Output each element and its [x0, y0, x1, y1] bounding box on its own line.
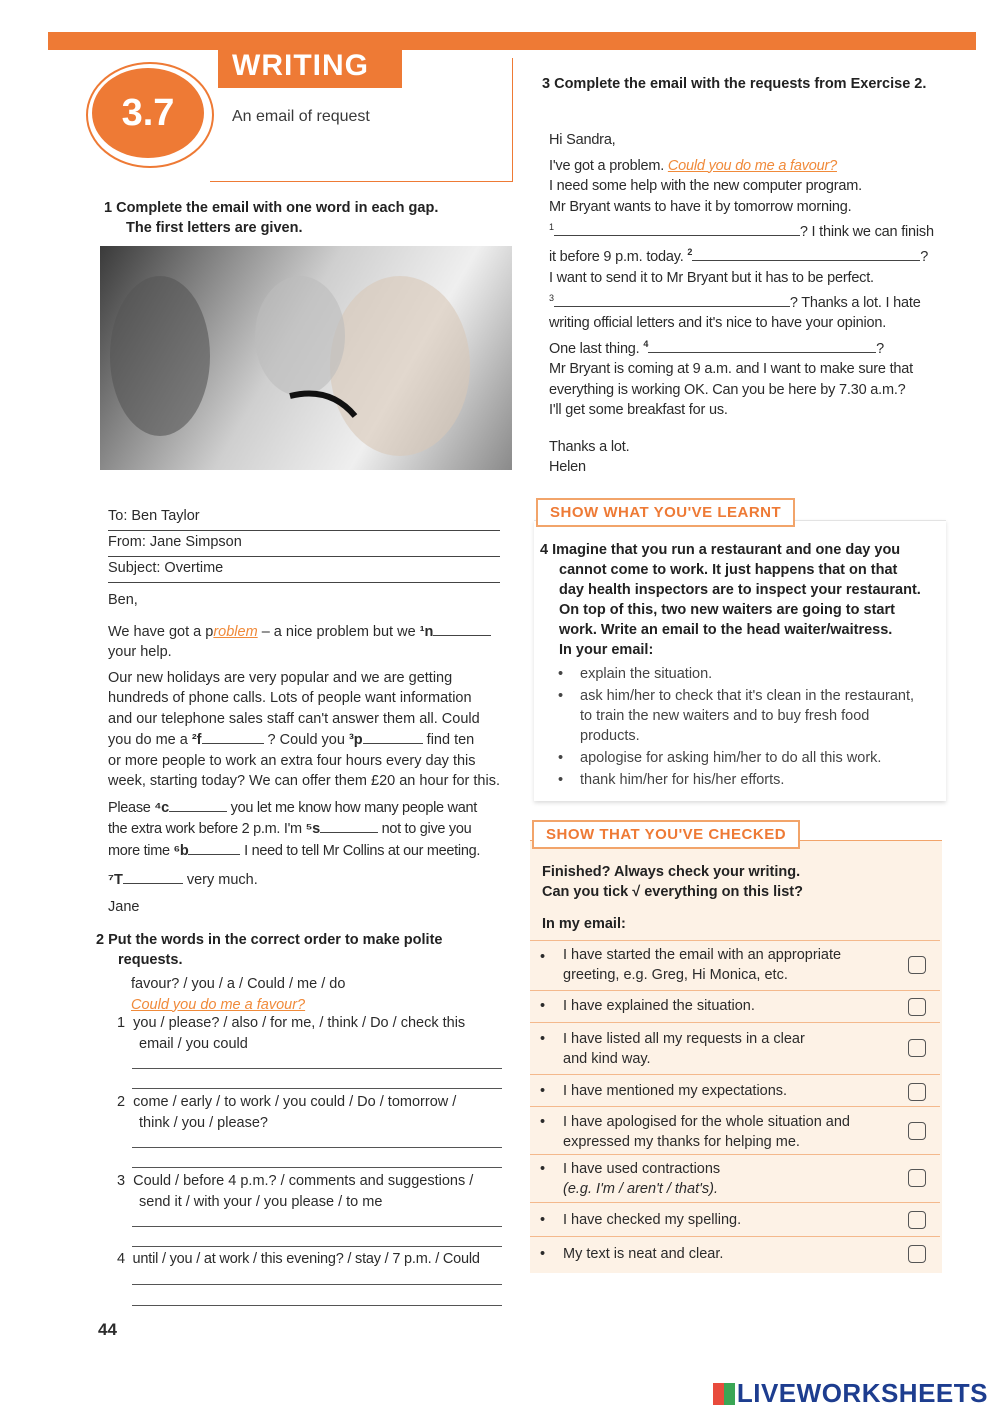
gap-5-input[interactable] — [320, 818, 378, 833]
email1-greeting: Ben, — [108, 592, 138, 608]
ex2-item-2: 2 come / early / to work / you could / Do / tomorrow / think / you / please? — [117, 1094, 457, 1131]
checked-tab: SHOW THAT YOU'VE CHECKED — [532, 820, 800, 849]
gap-6-input[interactable] — [188, 840, 240, 855]
gap-7-input[interactable] — [123, 869, 183, 884]
learnt-bullets — [558, 664, 938, 790]
liveworksheets-logo: LIVEWORKSHEETS — [713, 1378, 988, 1409]
email1-subject: Subject: Overtime — [108, 560, 500, 583]
email1-para3: Please ⁴c you let me know how many people want the extra work before 2 p.m. I'm ⁵s not to give you more time ⁶b I need to tell Mr Collins at our meeting. — [108, 797, 508, 862]
learnt-bullet: • explain the situation. — [558, 666, 713, 682]
checklist-item: • I have used contractions (e.g. I'm / aren't / that's). — [530, 1154, 940, 1203]
ex3-gap-3-input[interactable] — [554, 292, 790, 307]
section-title: WRITING — [218, 44, 402, 88]
ex2-answer-line-4a[interactable] — [132, 1284, 502, 1285]
ex3-gap-2-input[interactable] — [692, 246, 920, 261]
ex2-answer-line-1a[interactable] — [132, 1068, 502, 1069]
ex3-example-answer: Could you do me a favour? — [667, 157, 837, 174]
ex2-answer-line-2a[interactable] — [132, 1147, 502, 1148]
gap-4-input[interactable] — [169, 797, 227, 812]
checklist-checkbox[interactable] — [908, 998, 926, 1016]
checklist-item: • I have checked my spelling. — [530, 1202, 940, 1237]
gap-2-input[interactable] — [202, 729, 264, 744]
email1-from: From: Jane Simpson — [108, 534, 500, 557]
email1-closing: ⁷T very much. — [108, 869, 508, 891]
ex2-example-answer: Could you do me a favour? — [131, 996, 306, 1013]
email2-body: Hi Sandra, I've got a problem. Could you do me a favour? I need some help with the new computer program. Mr Bryant wants to have it by tomorrow morning. $^1$ ? I think we can finish it before 9 p.m. today. $^2$ ? I want to send it to Mr Bryant but it has to be perfect. $^3$ ? Thanks a lot. I hate writing official letters and it's nice to have your opinion. One last thing. $^4$ ? Mr Bryant is coming at 9 a.m. and I want to make sure that everything is working OK. Can you be here by 7.30 a.m.? I'll get some breakfast for us. Thanks a lot. Helen — [549, 130, 945, 478]
gap-3-input[interactable] — [363, 729, 423, 744]
logo-icon — [713, 1383, 735, 1405]
ex3-gap-1-input[interactable] — [554, 221, 800, 236]
ex3-gap-4-input[interactable] — [648, 338, 876, 353]
email1-para1: We have got a problem – a nice problem but we ¹n your help. — [108, 621, 508, 663]
checklist-checkbox[interactable] — [908, 1245, 926, 1263]
ex2-item-1: 1 you / please? / also / for me, / think / Do / check this email / you could — [117, 1015, 466, 1052]
learnt-bullet: • apologise for asking him/her to do all this work. — [558, 750, 882, 766]
checklist-checkbox[interactable] — [908, 1122, 926, 1140]
ex2-item-3: 3 Could / before 4 p.m.? / comments and suggestions / send it / with your / you please / to me — [117, 1173, 474, 1210]
checklist-checkbox[interactable] — [908, 1211, 926, 1229]
email2-signature: Helen — [549, 459, 586, 476]
email1-headers — [108, 508, 500, 583]
email1-signature: Jane — [108, 898, 140, 915]
section-subtitle: An email of request — [232, 108, 370, 125]
checklist-item: • I have apologised for the whole situation and expressed my thanks for helping me. — [530, 1106, 940, 1155]
checklist-item: • I have mentioned my expectations. — [530, 1074, 940, 1107]
ex1-instruction: 1 Complete the email with one word in each gap. The first letters are given. — [104, 200, 439, 236]
checklist-checkbox[interactable] — [908, 1083, 926, 1101]
example-answer: roblem — [213, 623, 258, 640]
ex2-answer-line-1b[interactable] — [132, 1088, 502, 1089]
ex3-instruction: 3 Complete the email with the requests from Exercise 2. — [542, 76, 927, 92]
page-number: 44 — [98, 1320, 117, 1339]
header-divider — [210, 181, 512, 182]
checklist-checkbox[interactable] — [908, 956, 926, 974]
email1-body — [108, 590, 508, 917]
ex2-instruction: 2 Put the words in the correct order to make polite requests. — [96, 932, 443, 968]
learnt-bullet: • thank him/her for his/her efforts. — [558, 772, 785, 788]
checklist-checkbox[interactable] — [908, 1169, 926, 1187]
checklist-item: • My text is neat and clear. — [530, 1236, 940, 1271]
email1-para2: Our new holidays are very popular and we are getting hundreds of phone calls. Lots of people want information and our telephone sales staff can't answer them all. Could you do me a ²f ? Could you ³p find ten or more people to work an extra four hours every day this week, starting today? We can offer them £20 an hour for this. — [108, 669, 500, 789]
checklist-item: • I have explained the situation. — [530, 990, 940, 1023]
learnt-question: 4 Imagine that you run a restaurant and one day you cannot come to work. It just happens that on that day health inspectors are to inspect your restaurant. On top of this, two new waiters are going to start work. Write an email to the head waiter/waitress. In your email: — [540, 542, 921, 658]
ex2-answer-line-3a[interactable] — [132, 1226, 502, 1227]
gap-1-input[interactable] — [433, 621, 491, 636]
checklist-checkbox[interactable] — [908, 1039, 926, 1057]
checked-intro: Finished? Always check your writing. Can you tick √ everything on this list? In my email: — [542, 864, 803, 932]
call-center-photo — [100, 246, 512, 470]
email1-to: To: Ben Taylor — [108, 508, 500, 531]
ex2-item-4: 4 until / you / at work / this evening? / stay / 7 p.m. / Could — [117, 1251, 480, 1267]
checklist-item: • I have started the email with an appropriate greeting, e.g. Greg, Hi Monica, etc. — [530, 940, 940, 991]
ex2-answer-line-4b[interactable] — [132, 1305, 502, 1306]
header-divider-vertical — [512, 58, 513, 182]
ex2-example: favour? / you / a / Could / me / do Could you do me a favour? — [131, 974, 345, 1015]
ex2-answer-line-2b[interactable] — [132, 1167, 502, 1168]
header-bar — [48, 32, 976, 50]
email2-greeting: Hi Sandra, — [549, 132, 616, 148]
section-number-badge: 3.7 — [92, 68, 204, 158]
photo-illustration — [100, 246, 512, 470]
learnt-tab: SHOW WHAT YOU'VE LEARNT — [536, 498, 795, 527]
learnt-bullet: • ask him/her to check that it's clean in the restaurant, to train the new waiters and to buy fresh food products. — [558, 688, 915, 744]
email2-signoff: Thanks a lot. — [549, 438, 630, 455]
ex2-answer-line-3b[interactable] — [132, 1246, 502, 1247]
checklist-item: • I have listed all my requests in a clear and kind way. — [530, 1022, 940, 1075]
